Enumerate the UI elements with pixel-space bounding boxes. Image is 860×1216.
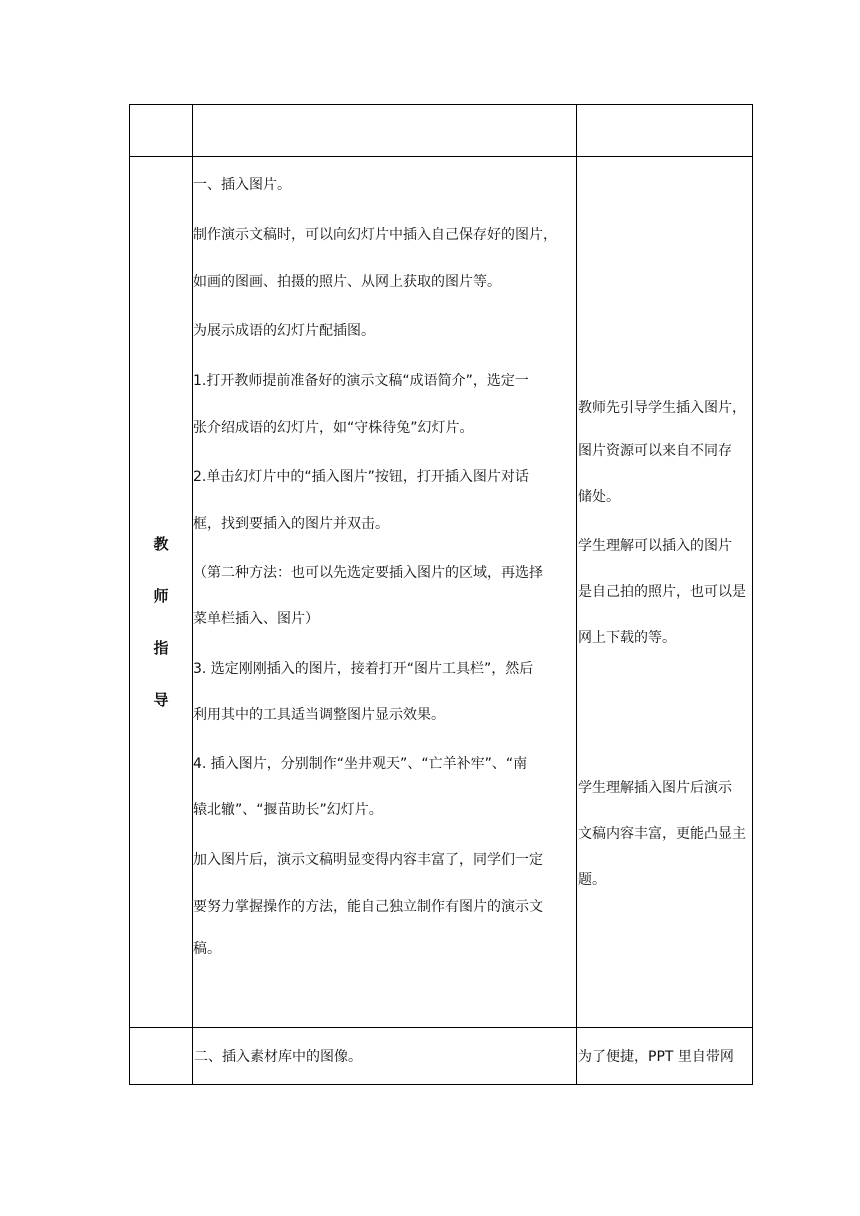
- main-line: 如画的图画、拍摄的照片、从网上获取的图片等。: [193, 274, 501, 290]
- bottom-main-text: 二、插入素材库中的图像。: [194, 1049, 362, 1065]
- note-line: 文稿内容丰富，更能凸显主: [578, 826, 746, 842]
- main-line: 框，找到要插入的图片并双击。: [193, 516, 389, 532]
- section-label-char: 导: [153, 691, 169, 709]
- main-line: 1.打开教师提前准备好的演示文稿“成语简介”，选定一: [193, 373, 529, 389]
- note-line: 储处。: [578, 489, 620, 505]
- note-line: 是自己拍的照片，也可以是: [578, 584, 746, 600]
- main-line: 要努力掌握操作的方法，能自己独立制作有图片的演示文: [193, 899, 543, 915]
- note-line: 图片资源可以来自不同存: [578, 443, 732, 459]
- main-line: 3. 选定刚刚插入的图片，接着打开“图片工具栏”，然后: [193, 661, 534, 677]
- note-line: 教师先引导学生插入图片，: [578, 400, 746, 416]
- main-line: 2.单击幻灯片中的“插入图片”按钮，打开插入图片对话: [193, 469, 529, 485]
- main-line: 为展示成语的幻灯片配插图。: [193, 323, 375, 339]
- main-line: 稿。: [193, 941, 221, 957]
- note-line: 学生理解可以插入的图片: [578, 538, 732, 554]
- main-line: 4. 插入图片，分别制作“坐井观天”、“亡羊补牢”、“南: [193, 756, 528, 772]
- main-line: 辕北辙”、“揠苗助长”幻灯片。: [193, 802, 383, 818]
- main-line: 张介绍成语的幻灯片，如“守株待兔”幻灯片。: [193, 420, 474, 436]
- section-label-char: 教: [153, 535, 169, 553]
- main-line: 一、插入图片。: [193, 177, 291, 193]
- table-border-top: [129, 104, 753, 105]
- main-line: 加入图片后，演示文稿明显变得内容丰富了，同学们一定: [193, 852, 543, 868]
- note-line: 学生理解插入图片后演示: [578, 780, 732, 796]
- bottom-note-text: 为了便捷，PPT 里自带网: [578, 1049, 734, 1065]
- table-border-bottom: [129, 1084, 753, 1085]
- note-line: 网上下载的等。: [578, 630, 676, 646]
- main-line: 利用其中的工具适当调整图片显示效果。: [193, 707, 445, 723]
- table-row-divider-1: [129, 156, 753, 157]
- main-line: （第二种方法：也可以先选定要插入图片的区域，再选择: [193, 565, 543, 581]
- section-label-teacher-guidance: [130, 518, 192, 726]
- section-label-char: 师: [153, 587, 169, 605]
- main-line: 菜单栏插入、图片）: [193, 611, 319, 627]
- note-line: 题。: [578, 872, 606, 888]
- section-label-char: 指: [153, 639, 169, 657]
- table-row-divider-2: [129, 1027, 753, 1028]
- main-line: 制作演示文稿时，可以向幻灯片中插入自己保存好的图片，: [193, 227, 557, 243]
